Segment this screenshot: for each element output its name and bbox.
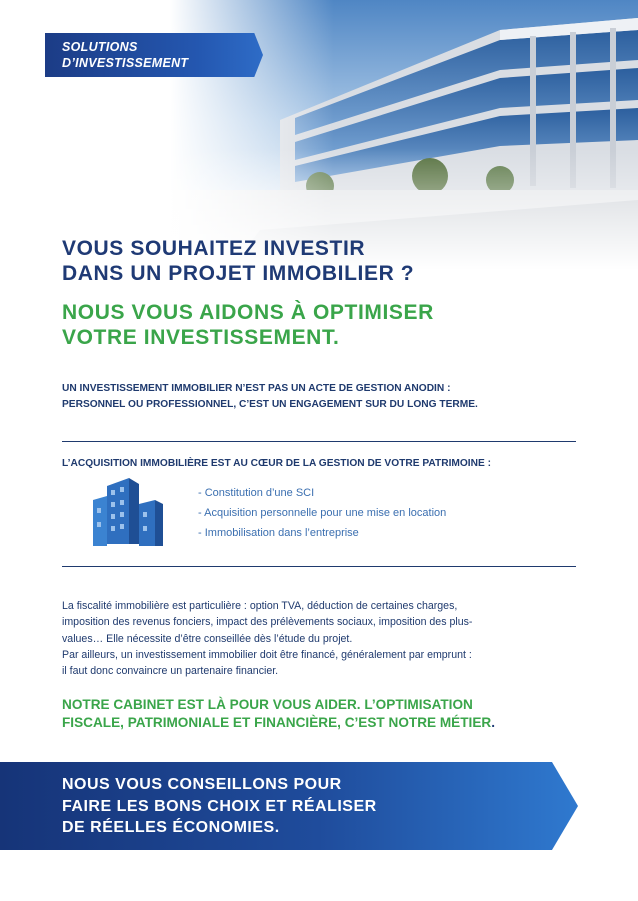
green-headline-line-1: NOUS VOUS AIDONS À OPTIMISER	[62, 301, 434, 324]
body-line: values… Elle nécessite d’être conseillée dès l’étude du projet.	[62, 632, 353, 645]
cabinet-line-1: NOTRE CABINET EST LÀ POUR VOUS AIDER. L’OPTIMISATION	[62, 697, 473, 712]
headline-line-1: VOUS SOUHAITEZ INVESTIR	[62, 237, 366, 260]
acquisition-list	[198, 486, 446, 546]
body-line: Par ailleurs, un investissement immobilier doit être financé, généralement par emprunt :	[62, 648, 472, 661]
section-tag-text	[62, 39, 188, 71]
intro-text	[62, 381, 478, 413]
cabinet-line-2-text: FISCALE, PATRIMONIALE ET FINANCIÈRE, C’EST NOTRE MÉTIER	[62, 715, 492, 730]
body-text	[62, 598, 578, 679]
buildings-icon	[93, 474, 163, 548]
list-item: - Acquisition personnelle pour une mise en location	[198, 507, 447, 519]
body-line: La fiscalité immobilière est particulière : option TVA, déduction de certaines charges,	[62, 600, 458, 612]
body-line: il faut donc convaincre un partenaire financier.	[62, 665, 279, 678]
tag-line-2: D’INVESTISSEMENT	[62, 56, 189, 70]
intro-line-2: PERSONNEL OU PROFESSIONNEL, C’EST UN ENGAGEMENT SUR DU LONG TERME.	[62, 399, 478, 410]
banner-line-3: DE RÉELLES ÉCONOMIES.	[62, 819, 280, 836]
divider-top	[62, 441, 576, 442]
cabinet-period: .	[491, 715, 495, 730]
acquisition-heading: L’ACQUISITION IMMOBILIÈRE EST AU CŒUR DE LA GESTION DE VOTRE PATRIMOINE :	[62, 458, 492, 469]
divider-bottom	[62, 566, 576, 567]
banner-text	[62, 774, 377, 839]
tag-line-1: SOLUTIONS	[62, 40, 138, 54]
body-line: imposition des revenus fonciers, impact des prélèvements sociaux, imposition des plus-	[62, 616, 473, 629]
banner-line-2: FAIRE LES BONS CHOIX ET RÉALISER	[62, 797, 377, 815]
banner-line-1: NOUS VOUS CONSEILLONS POUR	[62, 776, 342, 793]
list-item: - Constitution d’une SCI	[198, 487, 315, 499]
main-headline	[62, 236, 414, 286]
headline-line-2: DANS UN PROJET IMMOBILIER ?	[62, 262, 415, 285]
green-headline	[62, 300, 434, 350]
green-headline-line-2: VOTRE INVESTISSEMENT.	[62, 326, 340, 349]
intro-line-1: UN INVESTISSEMENT IMMOBILIER N’EST PAS UN ACTE DE GESTION ANODIN :	[62, 383, 451, 394]
cabinet-line-2	[62, 714, 495, 732]
list-item: - Immobilisation dans l’entreprise	[198, 527, 359, 539]
cabinet-statement	[62, 696, 495, 732]
